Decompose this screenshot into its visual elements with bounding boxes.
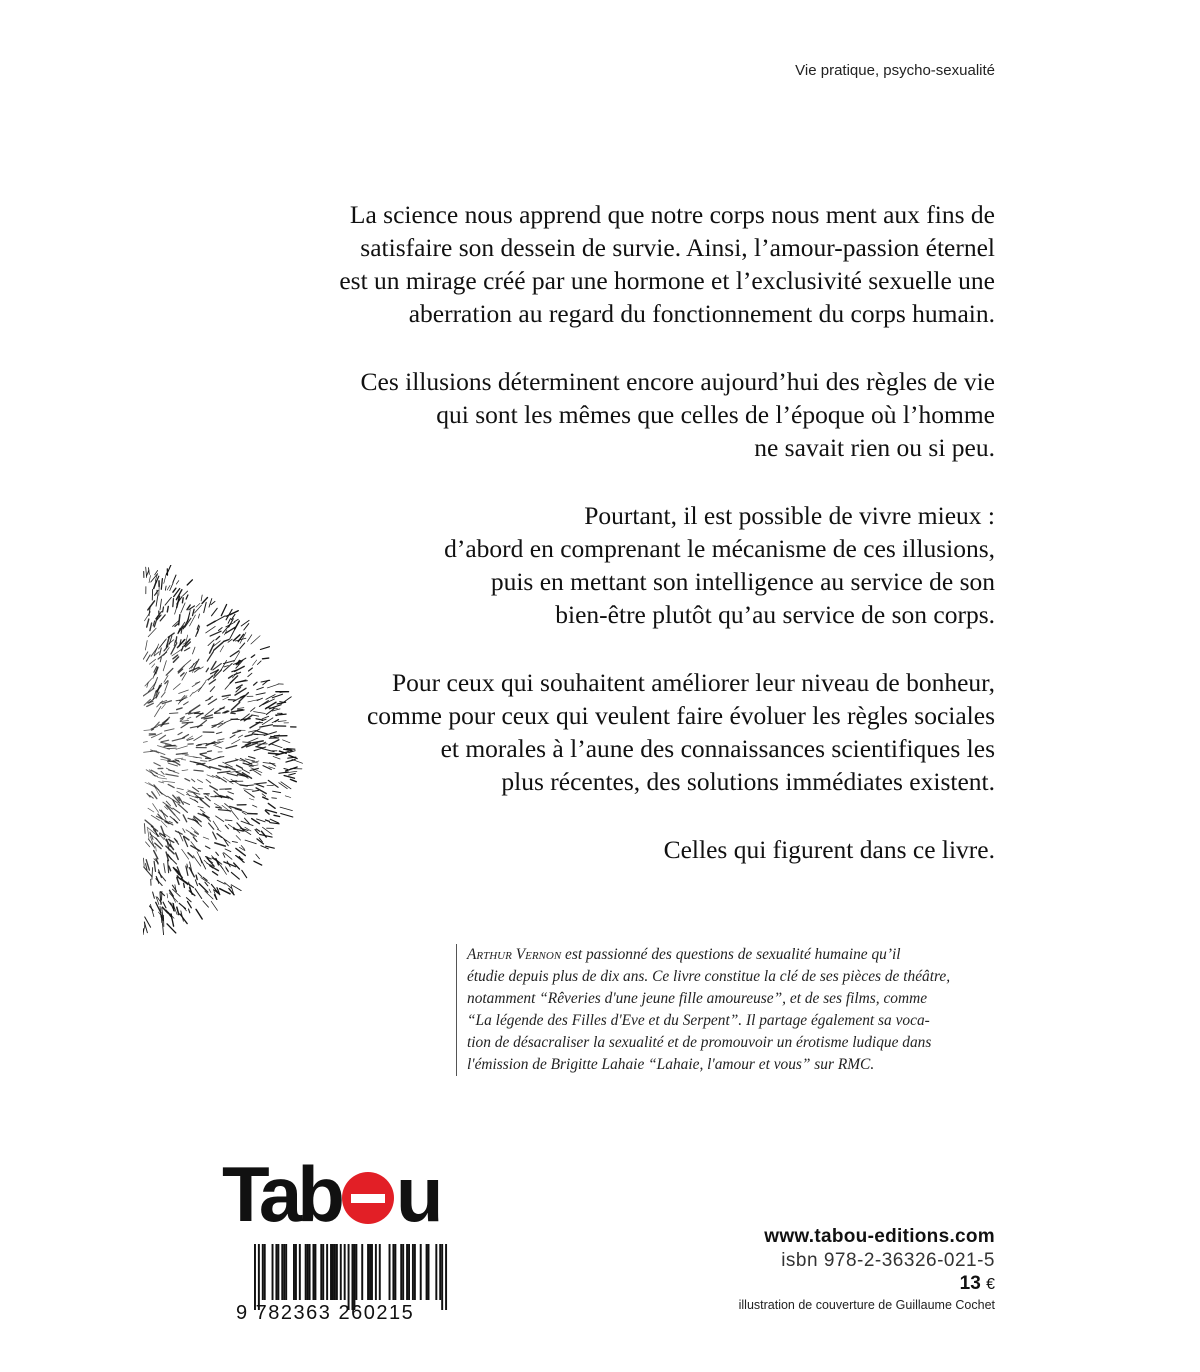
bio-line: étudie depuis plus de dix ans. Ce livre constitue la clé de ses pièces de théâtre, bbox=[467, 968, 951, 985]
blurb-line: Pourtant, il est possible de vivre mieux : bbox=[584, 501, 995, 530]
blurb-line: bien-être plutôt qu’au service de son corps. bbox=[555, 600, 995, 629]
blurb-line: plus récentes, des solutions immédiates existent. bbox=[501, 767, 995, 796]
blurb-line: Pour ceux qui souhaitent améliorer leur niveau de bonheur, bbox=[392, 668, 995, 697]
blurb-paragraph bbox=[255, 666, 995, 798]
illustration-credit: illustration de couverture de Guillaume Cochet bbox=[738, 1298, 995, 1312]
bio-line: l'émission de Brigitte Lahaie “Lahaie, l'amour et vous” sur RMC. bbox=[467, 1056, 875, 1073]
barcode-digits: 9 782363 260215 bbox=[236, 1302, 415, 1324]
blurb-line: La science nous apprend que notre corps nous ment aux fins de bbox=[349, 200, 995, 229]
blurb-paragraph bbox=[255, 365, 995, 464]
blurb-line: comme pour ceux qui veulent faire évoluer les règles sociales bbox=[366, 701, 995, 730]
author-name: Arthur Vernon bbox=[467, 946, 562, 963]
bio-line: tion de désacraliser la sexualité et de promouvoir un érotisme ludique dans bbox=[467, 1034, 932, 1051]
publisher-logo: Tab u bbox=[222, 1150, 439, 1238]
blurb-line: d’abord en comprenant le mécanisme de ces illusions, bbox=[444, 534, 995, 563]
blurb-line: Ces illusions déterminent encore aujourd’hui des règles de vie bbox=[360, 367, 995, 396]
blurb-line: qui sont les mêmes que celles de l’époque où l’homme bbox=[436, 400, 995, 429]
price: 13 € bbox=[959, 1273, 995, 1294]
blurb-line: puis en mettant son intelligence au service de son bbox=[490, 567, 995, 596]
no-entry-icon bbox=[342, 1172, 394, 1224]
blurb-line: satisfaire son dessein de survie. Ainsi, l’amour-passion éternel bbox=[360, 233, 995, 262]
isbn: isbn 978-2-36326-021-5 bbox=[781, 1250, 995, 1271]
blurb-paragraph bbox=[255, 499, 995, 631]
blurb-line: aberration au regard du fonctionnement du corps humain. bbox=[408, 299, 995, 328]
hatched-head-illustration bbox=[143, 565, 303, 935]
blurb-paragraph bbox=[255, 833, 995, 866]
publisher-website: www.tabou-editions.com bbox=[764, 1226, 995, 1247]
blurb-line: et morales à l’aune des connaissances scientifiques les bbox=[440, 734, 995, 763]
author-bio bbox=[456, 944, 1007, 1076]
blurb-paragraph bbox=[255, 198, 995, 330]
back-cover-blurb bbox=[255, 198, 995, 901]
blurb-line: est un mirage créé par une hormone et l’exclusivité sexuelle une bbox=[339, 266, 995, 295]
blurb-line: Celles qui figurent dans ce livre. bbox=[663, 835, 995, 864]
bio-line: “La légende des Filles d'Eve et du Serpent”. Il partage également sa voca- bbox=[467, 1012, 930, 1029]
bio-line: notamment “Rêveries d'une jeune fille amoureuse”, et de ses films, comme bbox=[467, 990, 928, 1007]
blurb-line: ne savait rien ou si peu. bbox=[754, 433, 995, 462]
bio-line: Arthur Vernon est passionné des questions de sexualité humaine qu’il bbox=[467, 946, 901, 963]
category-label: Vie pratique, psycho-sexualité bbox=[795, 62, 995, 79]
